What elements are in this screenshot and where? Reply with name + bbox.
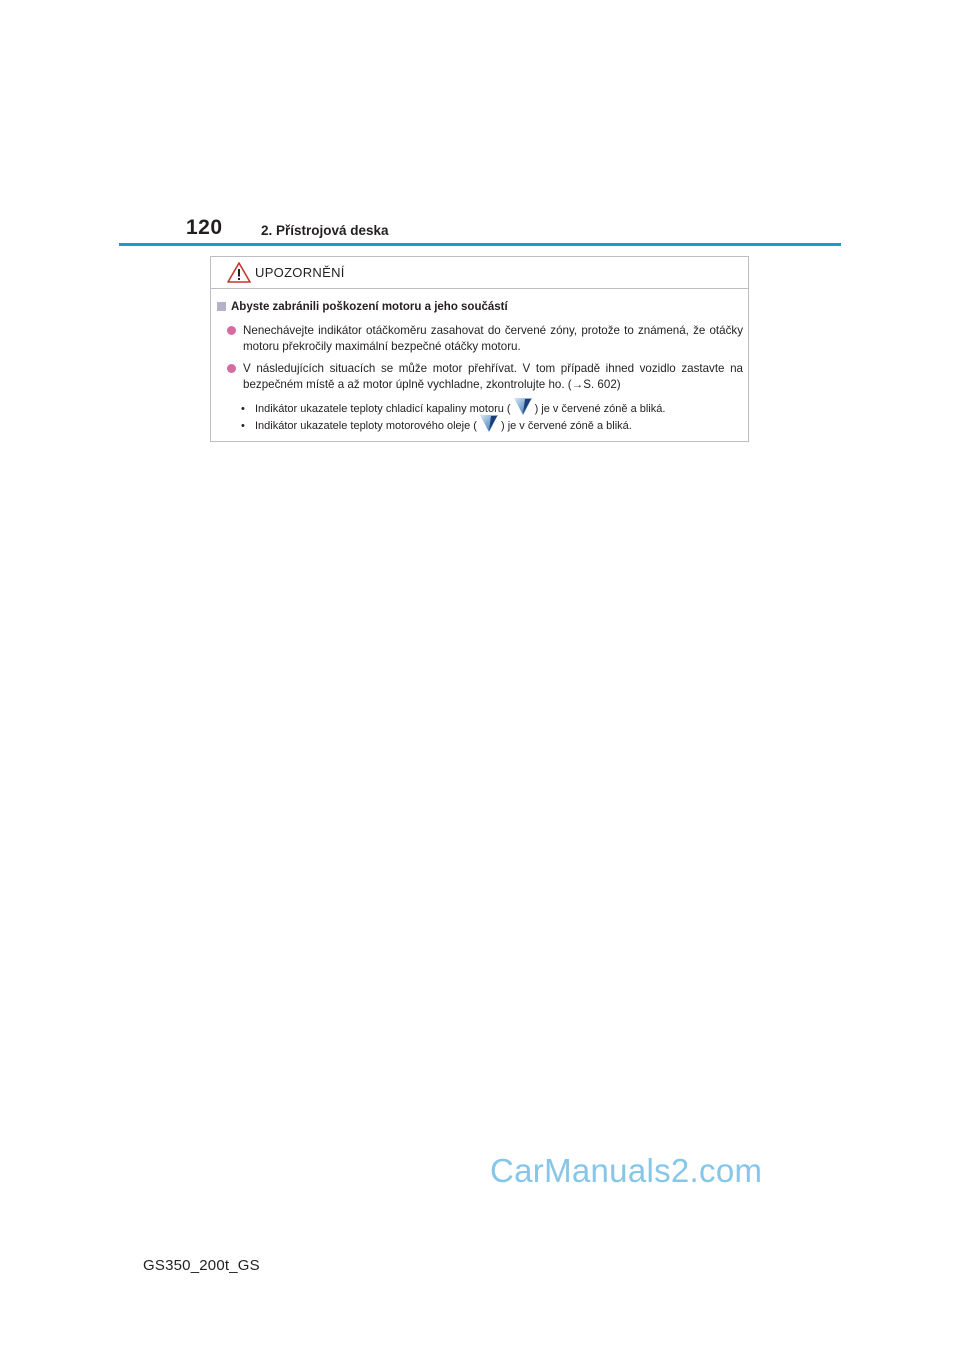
sub-bullet	[241, 414, 632, 438]
warning-subhead-text: Abyste zabránili poškození motoru a jeho součástí	[231, 301, 508, 313]
warning-subhead	[217, 301, 508, 313]
warning-header	[211, 257, 748, 289]
warning-box	[210, 256, 749, 442]
sub-bullet-mark: •	[241, 403, 245, 415]
subhead-square-icon	[217, 302, 226, 311]
warning-item	[227, 323, 743, 355]
warning-item	[227, 361, 743, 393]
gauge-needle-icon	[478, 414, 500, 438]
sub-bullet-text-after: ) je v červené zóně a bliká.	[500, 420, 632, 432]
footer-model-id: GS350_200t_GS	[143, 1257, 260, 1274]
page-number: 120	[186, 216, 223, 239]
header-rule	[119, 243, 841, 246]
sub-bullet-text-before: Indikátor ukazatele teploty chladicí kapaliny motoru (	[255, 403, 511, 415]
warning-item-text: Nenechávejte indikátor otáčkoměru zasahovat do červené zóny, protože to známená, že otáčky motoru překročily maximální bezpečné otáčky motoru.	[243, 324, 743, 353]
watermark-link[interactable]: CarManuals2.com	[490, 1152, 763, 1189]
bullet-dot-icon	[227, 364, 236, 373]
section-title: 2. Přístrojová deska	[261, 223, 389, 238]
warning-label: UPOZORNĚNÍ	[255, 265, 345, 280]
sub-bullet-mark: •	[241, 420, 245, 432]
sub-bullet-text-after: ) je v červené zóně a bliká.	[534, 403, 666, 415]
warning-item-text: V následujících situacích se může motor přehřívat. V tom případě ihned vozidlo zastavte na bezpečném místě a až motor úplně vychladne, zkontrolujte ho. (→S. 602)	[243, 362, 743, 391]
warning-triangle-icon	[227, 262, 251, 288]
sub-bullet-text-before: Indikátor ukazatele teploty motorového oleje (	[255, 420, 477, 432]
bullet-dot-icon	[227, 326, 236, 335]
